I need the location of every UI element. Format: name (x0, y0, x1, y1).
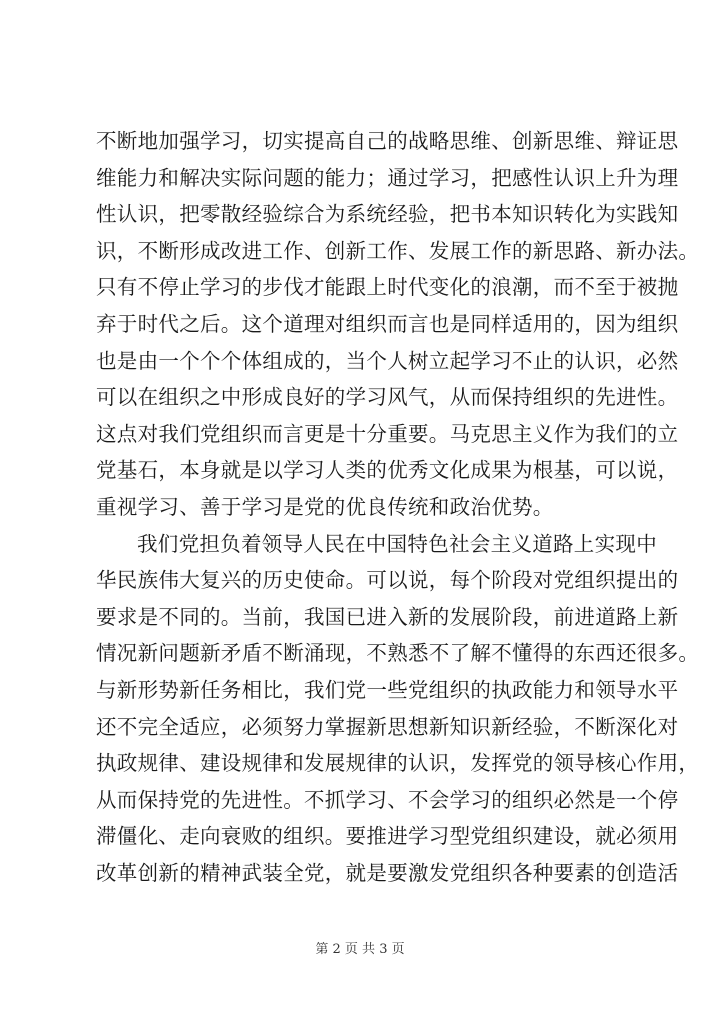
text-line: 从而保持党的先进性。不抓学习、不会学习的组织必然是一个停 (96, 787, 679, 812)
text-line: 执政规律、建设规律和发展规律的认识，发挥党的领导核心作用， (96, 751, 700, 776)
text-line: 华民族伟大复兴的历史使命。可以说，每个阶段对党组织提出的 (96, 568, 679, 593)
paragraph-2 (96, 526, 700, 892)
document-body (96, 123, 700, 891)
text-line: 这点对我们党组织而言更是十分重要。马克思主义作为我们的立 (96, 421, 679, 446)
text-line: 性认识，把零散经验综合为系统经验，把书本知识转化为实践知 (96, 202, 679, 227)
text-line: 情况新问题新矛盾不断涌现，不熟悉不了解不懂得的东西还很多。 (96, 641, 700, 666)
page-number: 第 2 页 共 3 页 (315, 942, 405, 957)
text-line: 重视学习、善于学习是党的优良传统和政治优势。 (96, 494, 554, 519)
text-line: 滞僵化、走向衰败的组织。要推进学习型党组织建设，就必须用 (96, 824, 679, 849)
text-line: 识，不断形成改进工作、创新工作、发展工作的新思路、新办法。 (96, 238, 700, 263)
text-line: 党基石，本身就是以学习人类的优秀文化成果为根基，可以说， (96, 458, 679, 483)
paragraph-1 (96, 123, 700, 526)
text-line: 可以在组织之中形成良好的学习风气，从而保持组织的先进性。 (96, 385, 679, 410)
text-line: 改革创新的精神武装全党，就是要激发党组织各种要素的创造活 (96, 860, 679, 885)
text-line: 只有不停止学习的步伐才能跟上时代变化的浪潮，而不至于被抛 (96, 275, 679, 300)
text-line: 与新形势新任务相比，我们党一些党组织的执政能力和领导水平 (96, 677, 679, 702)
text-line: 维能力和解决实际问题的能力；通过学习，把感性认识上升为理 (96, 165, 679, 190)
text-line: 还不完全适应，必须努力掌握新思想新知识新经验，不断深化对 (96, 714, 679, 739)
text-line: 我们党担负着领导人民在中国特色社会主义道路上实现中 (137, 531, 657, 556)
text-line: 要求是不同的。当前，我国已进入新的发展阶段，前进道路上新 (96, 604, 679, 629)
text-line: 不断地加强学习，切实提高自己的战略思维、创新思维、辩证思 (96, 129, 679, 153)
text-line: 也是由一个个个体组成的，当个人树立起学习不止的认识，必然 (96, 348, 679, 373)
text-line: 弃于时代之后。这个道理对组织而言也是同样适用的，因为组织 (96, 311, 679, 336)
